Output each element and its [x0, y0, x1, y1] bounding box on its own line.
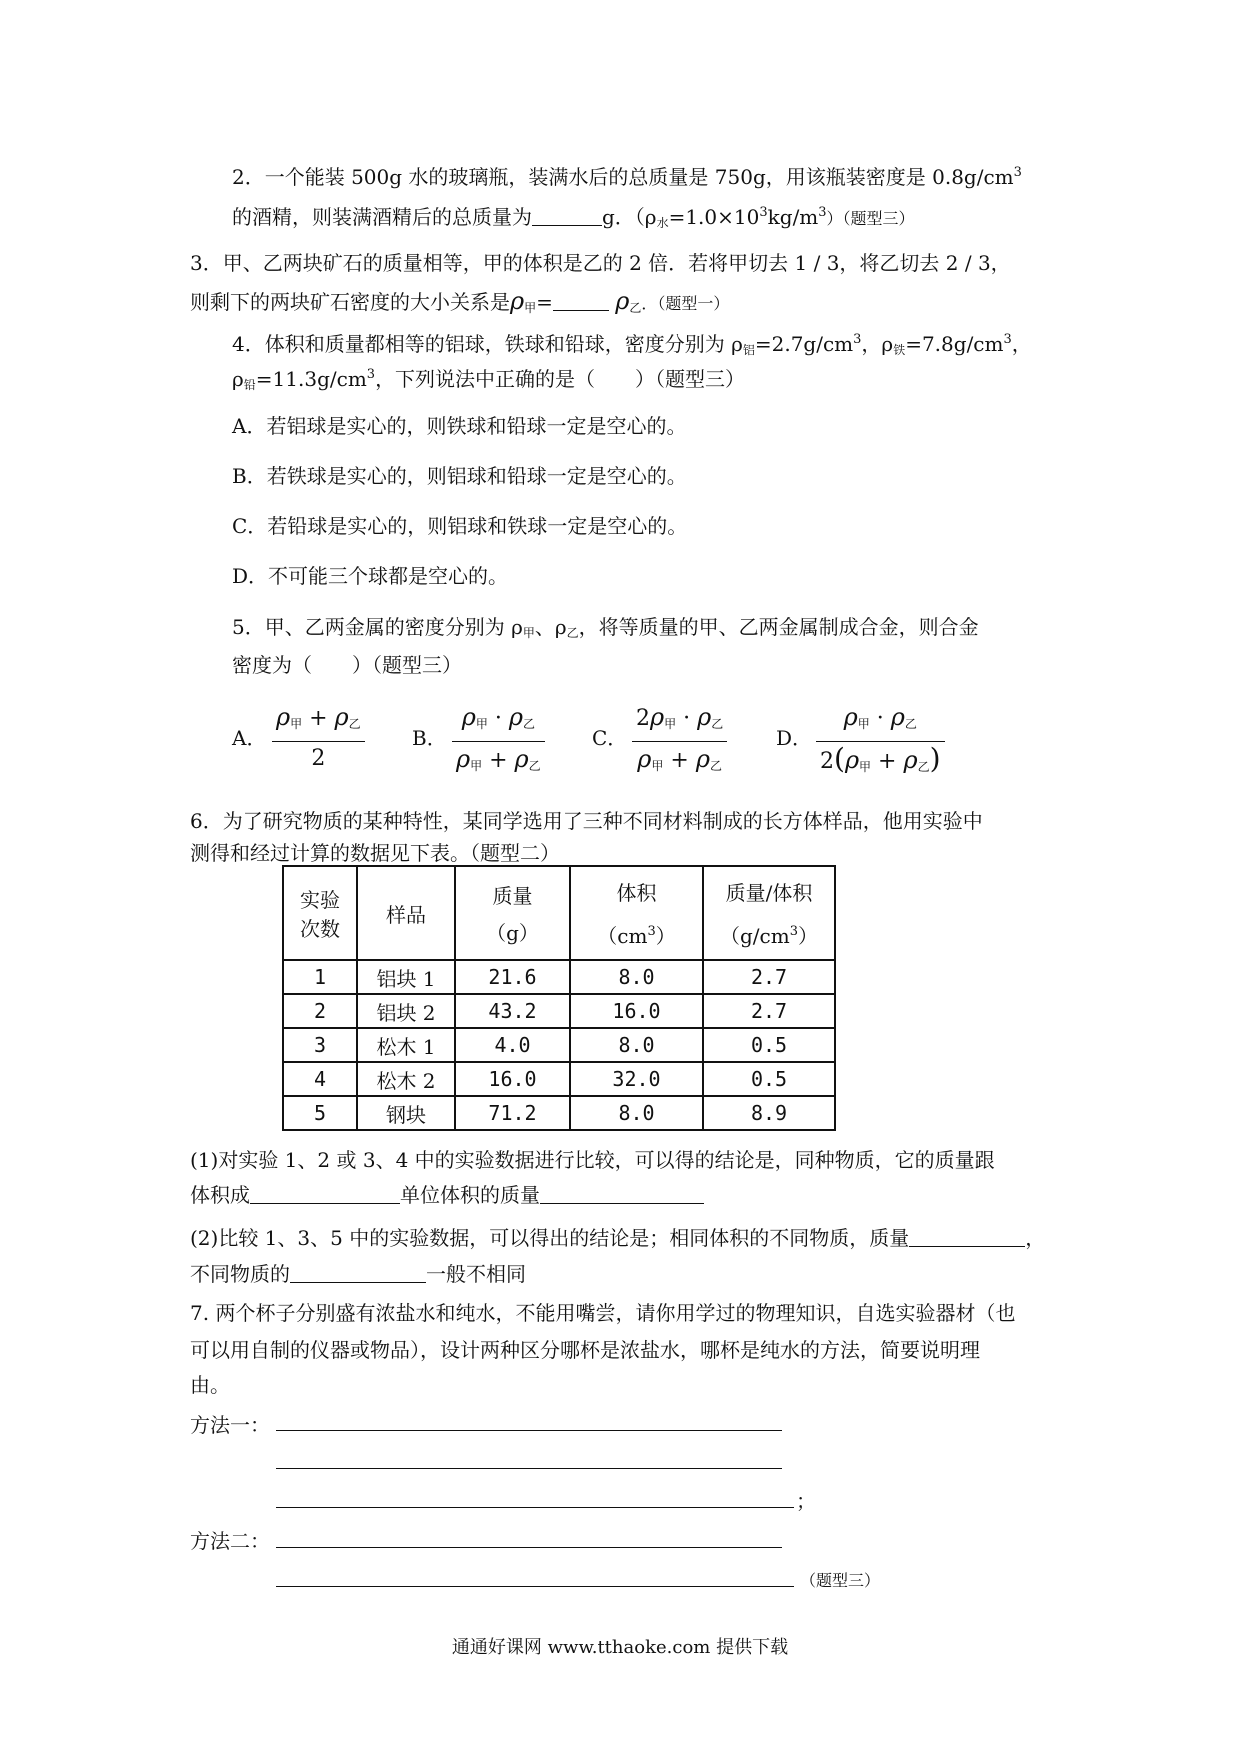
cell-mass: 43.2 — [455, 994, 570, 1028]
cell-mass: 16.0 — [455, 1062, 570, 1096]
q4-line2: $\rho_铅=11.3g/cm^3$，下列说法中正确的是（ ）（题型三） — [232, 367, 746, 392]
cell-ratio: 2.7 — [703, 960, 835, 994]
table-row — [283, 1062, 835, 1096]
q7-method2-label: 方法二： — [190, 1529, 270, 1553]
table-row — [283, 1096, 835, 1130]
q7-line2: 可以用自制的仪器或物品），设计两种区分哪杯是浓盐水，哪杯是纯水的方法，简要说明理 — [190, 1338, 980, 1362]
header-mass-per-volume: 质量/体积 $(g/cm^3)$ — [703, 866, 835, 960]
q7-line1: 7. 两个杯子分别盛有浓盐水和纯水，不能用嘴尝，请你用学过的物理知识，自选实验器材（也 — [190, 1301, 1016, 1325]
q7-question-type-tag: （题型三） — [800, 1571, 881, 1590]
cell-trial: 2 — [283, 994, 357, 1028]
page-footer: 通通好课网 www.tthaoke.com 提供下载 — [451, 1637, 789, 1658]
header-sample: 样品 — [357, 866, 455, 960]
header-mass: 质量 （g） — [455, 866, 570, 960]
q6-part2-blank1 — [909, 1226, 1025, 1247]
q2-answer-blank — [532, 205, 602, 226]
q7-method1-answer-line3[interactable] — [276, 1507, 794, 1508]
cell-sample: 钢块 — [357, 1096, 455, 1130]
q6-part1-blank1 — [250, 1183, 400, 1204]
cell-volume: 32.0 — [570, 1062, 703, 1096]
q7-method2-answer-line2[interactable] — [276, 1586, 794, 1587]
q4-option-d: D．不可能三个球都是空心的。 — [232, 564, 509, 588]
q4-option-a: A．若铝球是实心的，则铁球和铅球一定是空心的。 — [232, 414, 687, 438]
table-row — [283, 1028, 835, 1062]
q4-option-b: B．若铁球是实心的，则铝球和铅球一定是空心的。 — [232, 464, 687, 488]
q7-method1-answer-line1[interactable] — [276, 1430, 782, 1431]
header-volume: 体积 $(cm^3)$ — [570, 866, 703, 960]
q7-semicolon: ； — [796, 1489, 816, 1513]
cell-trial: 3 — [283, 1028, 357, 1062]
q5-line1: 5．甲、乙两金属的密度分别为 $\rho_甲$、$\rho_乙$，将等质量的甲、乙两金属制成合金，则合金 — [232, 615, 979, 640]
q6-line1: 6．为了研究物质的某种特性，某同学选用了三种不同材料制成的长方体样品，他用实验中 — [190, 809, 983, 833]
q6-line2: 测得和经过计算的数据见下表。（题型二） — [190, 841, 560, 865]
q5-option-c-formula: $2\rho_甲 \cdot \rho_乙$ $\rho_甲 + \rho_乙$ — [632, 700, 727, 783]
cell-mass: 21.6 — [455, 960, 570, 994]
cell-trial: 5 — [283, 1096, 357, 1130]
q5-line2: 密度为（ ）（题型三） — [232, 653, 462, 677]
q3-line1: 3．甲、乙两块矿石的质量相等，甲的体积是乙的 2 倍．若将甲切去 1 / 3，将乙切去 2 / 3， — [190, 251, 1011, 275]
q5-option-a-label: A． — [232, 726, 267, 750]
q6-part2-line1: (2)比较 1、3、5 中的实验数据，可以得出的结论是；相同体积的不同物质，质量 ， — [190, 1226, 1046, 1250]
cell-trial: 1 — [283, 960, 357, 994]
q6-data-table — [282, 865, 836, 1131]
q6-part1-blank2 — [540, 1183, 704, 1204]
q6-part1-line1: (1)对实验 1、2 或 3、4 中的实验数据进行比较，可以得的结论是，同种物质，它的质量跟 — [190, 1148, 995, 1172]
q7-method1-answer-line2[interactable] — [276, 1468, 782, 1469]
q4-option-c: C．若铅球是实心的，则铝球和铁球一定是空心的。 — [232, 514, 688, 538]
cell-trial: 4 — [283, 1062, 357, 1096]
cell-ratio: 2.7 — [703, 994, 835, 1028]
cell-sample: 铝块 2 — [357, 994, 455, 1028]
q5-option-b-label: B． — [412, 726, 447, 750]
q3-answer-blank — [553, 290, 609, 311]
q6-part1-line2: 体积成 单位体积的质量 — [190, 1182, 704, 1208]
cell-volume: 8.0 — [570, 960, 703, 994]
cell-mass: 71.2 — [455, 1096, 570, 1130]
cell-ratio: 0.5 — [703, 1028, 835, 1062]
cell-mass: 4.0 — [455, 1028, 570, 1062]
q7-method2-answer-line1[interactable] — [276, 1547, 782, 1548]
cell-volume: 16.0 — [570, 994, 703, 1028]
table-row — [283, 994, 835, 1028]
cell-volume: 8.0 — [570, 1028, 703, 1062]
q5-option-d-formula: $\rho_甲 \cdot \rho_乙$ $2(\rho_甲 + \rho_乙)$ — [816, 700, 945, 784]
q6-part2-line2: 不同物质的 一般不相同 — [190, 1262, 526, 1286]
q3-line2: 则剩下的两块矿石密度的大小关系是$\rho_甲= \rho_乙$．（题型一） — [190, 287, 730, 315]
cell-ratio: 8.9 — [703, 1096, 835, 1130]
q5-option-b-formula: $\rho_甲 \cdot \rho_乙$ $\rho_甲 + \rho_乙$ — [452, 700, 545, 783]
q7-line3: 由。 — [190, 1373, 230, 1397]
header-trial: 实验 次数 — [283, 866, 357, 960]
cell-sample: 松木 2 — [357, 1062, 455, 1096]
table-row — [283, 960, 835, 994]
cell-sample: 铝块 1 — [357, 960, 455, 994]
cell-ratio: 0.5 — [703, 1062, 835, 1096]
q7-method1-label: 方法一： — [190, 1413, 270, 1437]
q2-line1: 2．一个能装 500g 水的玻璃瓶，装满水后的总质量是 750g，用该瓶装密度是 $0.8g/cm^3$ — [232, 165, 1022, 189]
cell-sample: 松木 1 — [357, 1028, 455, 1062]
table-header-row — [283, 866, 835, 960]
q5-option-a-formula: $\rho_甲 + \rho_乙$ 2 — [272, 700, 365, 776]
q5-option-d-label: D． — [776, 726, 813, 750]
cell-volume: 8.0 — [570, 1096, 703, 1130]
q4-line1: 4．体积和质量都相等的铝球，铁球和铅球，密度分别为 $\rho_铝=2.7g/cm^3$，$\rho_铁=7.8g/cm^3$， — [232, 332, 1032, 357]
q5-option-c-label: C． — [592, 726, 628, 750]
q2-line2: 的酒精，则装满酒精后的总质量为 g．$(\rho_水=1.0\times 10^3kg/m^3)$（题型三） — [232, 205, 915, 230]
q6-part2-blank2 — [290, 1262, 426, 1283]
